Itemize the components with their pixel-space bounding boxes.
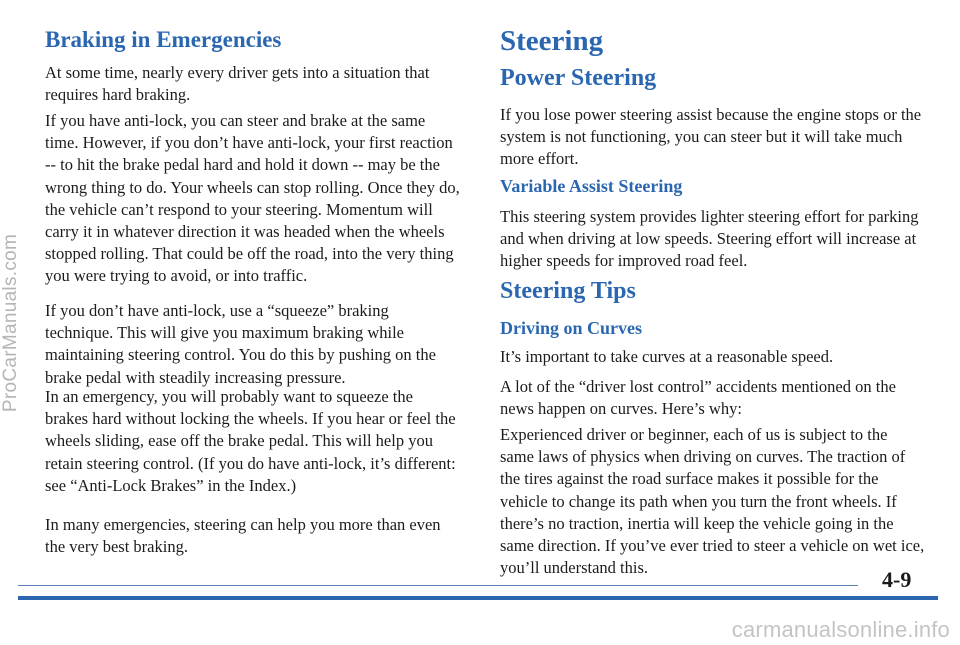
curves-paragraph-3: Experienced driver or beginner, each of us is subject to the same laws of physics when driving on curves. The traction of the tires against the road surface makes it possible for the vehicle to change its path when you turn the front wheels. If there’s no traction, inertia will keep the vehicle going in the same direction. If you’ve ever tried to steer a vehicle on wet ice, you’ll understand this. (500, 425, 925, 578)
footer-rule-thick (18, 596, 938, 600)
power-steering-text: If you lose power steering assist because the engine stops or the system is not functioning, you can steer but it will take much more effort. (500, 105, 922, 169)
power-steering-heading: Power Steering (500, 65, 657, 91)
curves-paragraph-2: A lot of the “driver lost control” accidents mentioned on the news happen on curves. Here’s why: (500, 377, 896, 419)
curves-paragraph-1: It’s important to take curves at a reasonable speed. (500, 347, 834, 366)
variable-assist-heading: Variable Assist Steering (500, 176, 683, 196)
left-paragraph-5: In many emergencies, steering can help you more than even the very best braking. (45, 515, 441, 557)
side-watermark-text: ProCarManuals.com (0, 233, 21, 412)
left-paragraph-3: If you don’t have anti-lock, use a “squeeze” braking technique. This will give you maximum braking while maintaining steering control. You do this by pushing on the brake pedal with steadily increasing pressure. (45, 301, 436, 387)
left-paragraph-1: At some time, nearly every driver gets into a situation that requires hard braking. (45, 63, 430, 105)
variable-assist-text: This steering system provides lighter steering effort for parking and when driving at low speeds. Steering effort will increase at higher speeds for improved road feel. (500, 207, 919, 271)
footer-watermark: carmanualsonline.info (731, 617, 950, 642)
page-number: 4-9 (882, 567, 912, 592)
braking-emergencies-heading: Braking in Emergencies (45, 27, 282, 52)
left-paragraph-2: If you have anti-lock, you can steer and brake at the same time. However, if you don’t have anti-lock, your first reaction -- to hit the brake pedal hard and hold it down -- may be the wrong thing to do. Your wheels can stop rolling. Once they do, the vehicle can’t respond to your steering. Momentum will carry it in whatever direction it was headed when the wheels stopped rolling. That could be off the road, into the very thing you were trying to avoid, or into traffic. (45, 111, 460, 286)
driving-curves-heading: Driving on Curves (500, 318, 643, 338)
steering-tips-heading: Steering Tips (500, 278, 636, 304)
left-paragraph-4: In an emergency, you will probably want to squeeze the brakes hard without locking the wheels. If you hear or feel the wheels sliding, ease off the brake pedal. This will help you retain steering control. (If you do have anti-lock, it’s different: see “Anti-Lock Brakes” in the Index.) (45, 387, 456, 495)
steering-heading: Steering (500, 25, 604, 57)
footer-rule-thin (18, 585, 858, 586)
side-watermark (2, 0, 20, 645)
